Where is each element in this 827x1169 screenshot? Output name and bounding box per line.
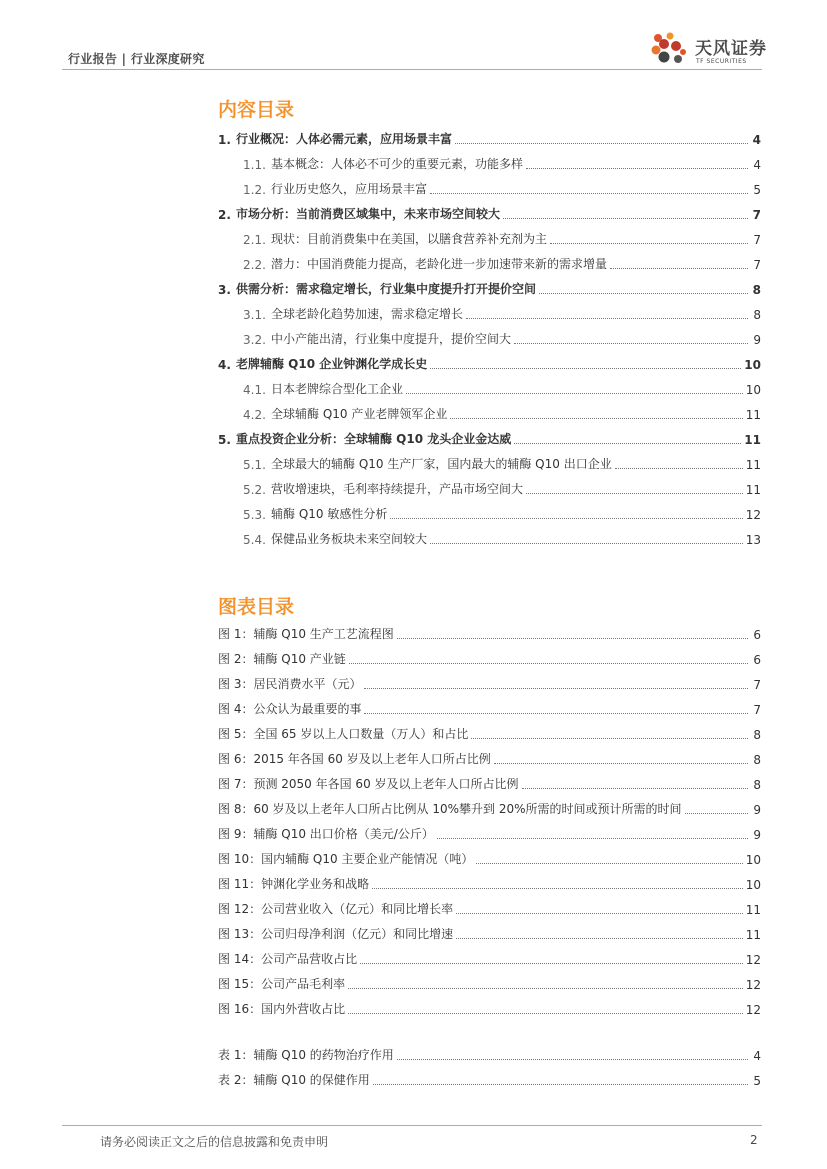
entry-text: 图 3：居民消费水平（元） bbox=[218, 677, 362, 691]
toc-entry[interactable] bbox=[0, 967, 827, 992]
toc-entry[interactable] bbox=[0, 197, 827, 222]
dot-leader bbox=[372, 888, 743, 889]
toc-entry[interactable] bbox=[0, 617, 827, 642]
toc-entry[interactable] bbox=[0, 222, 827, 247]
entry-text: 图 6：2015 年各国 60 岁及以上老年人口所占比例 bbox=[218, 752, 491, 766]
toc-entry[interactable] bbox=[0, 1038, 827, 1063]
toc-entry[interactable] bbox=[0, 472, 827, 497]
entry-number: 2.2. bbox=[243, 258, 266, 272]
toc-entry[interactable] bbox=[0, 147, 827, 172]
entry-number: 3.1. bbox=[243, 308, 266, 322]
toc-entry[interactable] bbox=[0, 667, 827, 692]
entry-text: 现状：目前消费集中在美国，以膳食营养补充剂为主 bbox=[271, 232, 548, 246]
toc-entry[interactable] bbox=[0, 892, 827, 917]
toc-entry[interactable] bbox=[0, 717, 827, 742]
entry-page: 12 bbox=[745, 978, 761, 992]
dot-leader bbox=[348, 988, 743, 989]
entry-number: 2. bbox=[218, 208, 231, 222]
entry-text: 图 15：公司产品毛利率 bbox=[218, 977, 346, 991]
entry-text: 保健品业务板块未来空间较大 bbox=[271, 532, 428, 546]
dot-leader bbox=[437, 838, 748, 839]
entry-text: 图 10：国内辅酶 Q10 主要企业产能情况（吨） bbox=[218, 852, 474, 866]
entry-page: 7 bbox=[753, 678, 761, 692]
entry-page: 10 bbox=[745, 878, 761, 892]
dot-leader bbox=[456, 913, 743, 914]
dot-leader bbox=[348, 1013, 743, 1014]
dot-leader bbox=[360, 963, 743, 964]
dot-leader bbox=[406, 393, 743, 394]
entry-number: 5.2. bbox=[243, 483, 266, 497]
entry-number: 4.2. bbox=[243, 408, 266, 422]
toc-entry[interactable] bbox=[0, 372, 827, 397]
footer-divider bbox=[62, 1125, 762, 1126]
dot-leader bbox=[503, 218, 748, 219]
entry-page: 12 bbox=[745, 953, 761, 967]
entry-page: 8 bbox=[753, 308, 761, 322]
dot-leader bbox=[373, 1084, 748, 1085]
toc-entry[interactable] bbox=[0, 247, 827, 272]
entry-text: 图 12：公司营业收入（亿元）和同比增长率 bbox=[218, 902, 454, 916]
dot-leader bbox=[430, 193, 748, 194]
toc-entry[interactable] bbox=[0, 842, 827, 867]
dot-leader bbox=[550, 243, 748, 244]
entry-text: 图 7：预测 2050 年各国 60 岁及以上老年人口所占比例 bbox=[218, 777, 519, 791]
dot-leader bbox=[471, 738, 748, 739]
figures-list bbox=[0, 617, 827, 1017]
entry-number: 5.1. bbox=[243, 458, 266, 472]
dot-leader bbox=[476, 863, 742, 864]
entry-page: 10 bbox=[744, 358, 761, 372]
dot-leader bbox=[610, 268, 748, 269]
toc-entry[interactable] bbox=[0, 992, 827, 1017]
dot-leader bbox=[397, 638, 748, 639]
entry-page: 11 bbox=[745, 903, 761, 917]
dot-leader bbox=[514, 343, 748, 344]
toc-entry[interactable] bbox=[0, 867, 827, 892]
dot-leader bbox=[390, 518, 742, 519]
entry-text: 基本概念：人体必不可少的重要元素，功能多样 bbox=[271, 157, 524, 171]
entry-page: 12 bbox=[745, 1003, 761, 1017]
toc-entry[interactable] bbox=[0, 522, 827, 547]
entry-text: 全球最大的辅酶 Q10 生产厂家，国内最大的辅酶 Q10 出口企业 bbox=[271, 457, 612, 471]
toc-entry[interactable] bbox=[0, 297, 827, 322]
entry-page: 7 bbox=[753, 233, 761, 247]
entry-number: 5.4. bbox=[243, 533, 266, 547]
figures-title: 图表目录 bbox=[218, 596, 295, 618]
entry-page: 11 bbox=[745, 458, 761, 472]
toc-entry[interactable] bbox=[0, 817, 827, 842]
entry-number: 4. bbox=[218, 358, 231, 372]
dot-leader bbox=[455, 143, 748, 144]
toc-entry[interactable] bbox=[0, 122, 827, 147]
toc-entry[interactable] bbox=[0, 792, 827, 817]
entry-text: 图 11：钟渊化学业务和战略 bbox=[218, 877, 370, 891]
entry-text: 供需分析：需求稳定增长，行业集中度提升打开提价空间 bbox=[236, 282, 537, 296]
entry-page: 4 bbox=[753, 1049, 761, 1063]
toc-entry[interactable] bbox=[0, 942, 827, 967]
entry-page: 4 bbox=[752, 133, 761, 147]
entry-page: 9 bbox=[753, 803, 761, 817]
entry-page: 11 bbox=[745, 483, 761, 497]
toc-entry[interactable] bbox=[0, 172, 827, 197]
entry-page: 13 bbox=[745, 533, 761, 547]
entry-number: 5. bbox=[218, 433, 231, 447]
entry-page: 11 bbox=[745, 928, 761, 942]
dot-leader bbox=[466, 318, 748, 319]
dot-leader bbox=[494, 763, 748, 764]
entry-page: 7 bbox=[752, 208, 761, 222]
entry-text: 图 1：辅酶 Q10 生产工艺流程图 bbox=[218, 627, 394, 641]
footer-disclaimer: 请务必阅读正文之后的信息披露和免责申明 bbox=[100, 1135, 329, 1149]
dot-leader bbox=[514, 443, 741, 444]
dot-leader bbox=[615, 468, 743, 469]
entry-page: 7 bbox=[753, 703, 761, 717]
entry-text: 全球辅酶 Q10 产业老牌领军企业 bbox=[271, 407, 448, 421]
entry-number: 1.1. bbox=[243, 158, 266, 172]
header-label: 行业报告 | 行业深度研究 bbox=[68, 52, 205, 66]
dot-leader bbox=[526, 493, 743, 494]
entry-text: 图 16：国内外营收占比 bbox=[218, 1002, 346, 1016]
entry-page: 8 bbox=[752, 283, 761, 297]
toc-entry[interactable] bbox=[0, 917, 827, 942]
entry-text: 重点投资企业分析：全球辅酶 Q10 龙头企业金达威 bbox=[236, 432, 512, 446]
entry-number: 1. bbox=[218, 133, 231, 147]
dot-leader bbox=[456, 938, 743, 939]
entry-text: 日本老牌综合型化工企业 bbox=[271, 382, 404, 396]
entry-page: 9 bbox=[753, 333, 761, 347]
entry-page: 11 bbox=[745, 408, 761, 422]
entry-text: 表 2：辅酶 Q10 的保健作用 bbox=[218, 1073, 370, 1087]
dot-leader bbox=[522, 788, 748, 789]
entry-page: 11 bbox=[744, 433, 761, 447]
entry-text: 图 14：公司产品营收占比 bbox=[218, 952, 358, 966]
dot-leader bbox=[349, 663, 748, 664]
entry-text: 潜力：中国消费能力提高，老龄化进一步加速带来新的需求增量 bbox=[271, 257, 608, 271]
entry-page: 5 bbox=[753, 183, 761, 197]
entry-page: 10 bbox=[745, 853, 761, 867]
entry-page: 8 bbox=[753, 728, 761, 742]
toc-entry[interactable] bbox=[0, 642, 827, 667]
dot-leader bbox=[539, 293, 748, 294]
toc-entry[interactable] bbox=[0, 742, 827, 767]
dot-leader bbox=[397, 1059, 748, 1060]
entry-text: 图 8：60 岁及以上老年人口所占比例从 10%攀升到 20%所需的时间或预计所需的时间 bbox=[218, 802, 682, 816]
dot-leader bbox=[364, 713, 748, 714]
toc-title: 内容目录 bbox=[218, 99, 295, 121]
entry-text: 图 5：全国 65 岁以上人口数量（万人）和占比 bbox=[218, 727, 469, 741]
entry-text: 全球老龄化趋势加速，需求稳定增长 bbox=[271, 307, 464, 321]
dot-leader bbox=[685, 813, 748, 814]
toc-entry[interactable] bbox=[0, 692, 827, 717]
entry-page: 7 bbox=[753, 258, 761, 272]
entry-number: 1.2. bbox=[243, 183, 266, 197]
entry-page: 12 bbox=[745, 508, 761, 522]
entry-text: 辅酶 Q10 敏感性分析 bbox=[271, 507, 388, 521]
entry-text: 老牌辅酶 Q10 企业钟渊化学成长史 bbox=[236, 357, 428, 371]
entry-page: 8 bbox=[753, 753, 761, 767]
entry-number: 3.2. bbox=[243, 333, 266, 347]
dot-leader bbox=[526, 168, 748, 169]
entry-text: 行业历史悠久，应用场景丰富 bbox=[271, 182, 428, 196]
header-divider bbox=[62, 69, 762, 70]
toc-entry[interactable] bbox=[0, 347, 827, 372]
entry-page: 6 bbox=[753, 653, 761, 667]
entry-text: 营收增速块，毛利率持续提升，产品市场空间大 bbox=[271, 482, 524, 496]
entry-text: 图 13：公司归母净利润（亿元）和同比增速 bbox=[218, 927, 454, 941]
entry-page: 4 bbox=[753, 158, 761, 172]
entry-text: 行业概况：人体必需元素，应用场景丰富 bbox=[236, 132, 453, 146]
toc-entry[interactable] bbox=[0, 322, 827, 347]
entry-page: 10 bbox=[745, 383, 761, 397]
page-number: 2 bbox=[750, 1133, 758, 1147]
toc-entry[interactable] bbox=[0, 1063, 827, 1088]
entry-page: 6 bbox=[753, 628, 761, 642]
toc-entry[interactable] bbox=[0, 422, 827, 447]
dot-leader bbox=[364, 688, 748, 689]
toc-list bbox=[0, 122, 827, 547]
entry-text: 市场分析：当前消费区域集中，未来市场空间较大 bbox=[236, 207, 501, 221]
entry-text: 中小产能出清，行业集中度提升，提价空间大 bbox=[271, 332, 512, 346]
logo-subtitle: TF SECURITIES bbox=[696, 58, 747, 65]
tables-list bbox=[0, 1038, 827, 1088]
entry-number: 4.1. bbox=[243, 383, 266, 397]
entry-number: 5.3. bbox=[243, 508, 266, 522]
entry-page: 8 bbox=[753, 778, 761, 792]
entry-text: 图 4：公众认为最重要的事 bbox=[218, 702, 362, 716]
entry-number: 2.1. bbox=[243, 233, 266, 247]
toc-entry[interactable] bbox=[0, 272, 827, 297]
entry-page: 5 bbox=[753, 1074, 761, 1088]
entry-page: 9 bbox=[753, 828, 761, 842]
dot-leader bbox=[430, 543, 743, 544]
dot-leader bbox=[450, 418, 742, 419]
entry-text: 表 1：辅酶 Q10 的药物治疗作用 bbox=[218, 1048, 394, 1062]
toc-entry[interactable] bbox=[0, 447, 827, 472]
entry-text: 图 9：辅酶 Q10 出口价格（美元/公斤） bbox=[218, 827, 434, 841]
entry-number: 3. bbox=[218, 283, 231, 297]
toc-entry[interactable] bbox=[0, 497, 827, 522]
logo-name: 天风证券 bbox=[695, 39, 767, 59]
toc-entry[interactable] bbox=[0, 397, 827, 422]
dot-leader bbox=[430, 368, 741, 369]
toc-entry[interactable] bbox=[0, 767, 827, 792]
entry-text: 图 2：辅酶 Q10 产业链 bbox=[218, 652, 346, 666]
